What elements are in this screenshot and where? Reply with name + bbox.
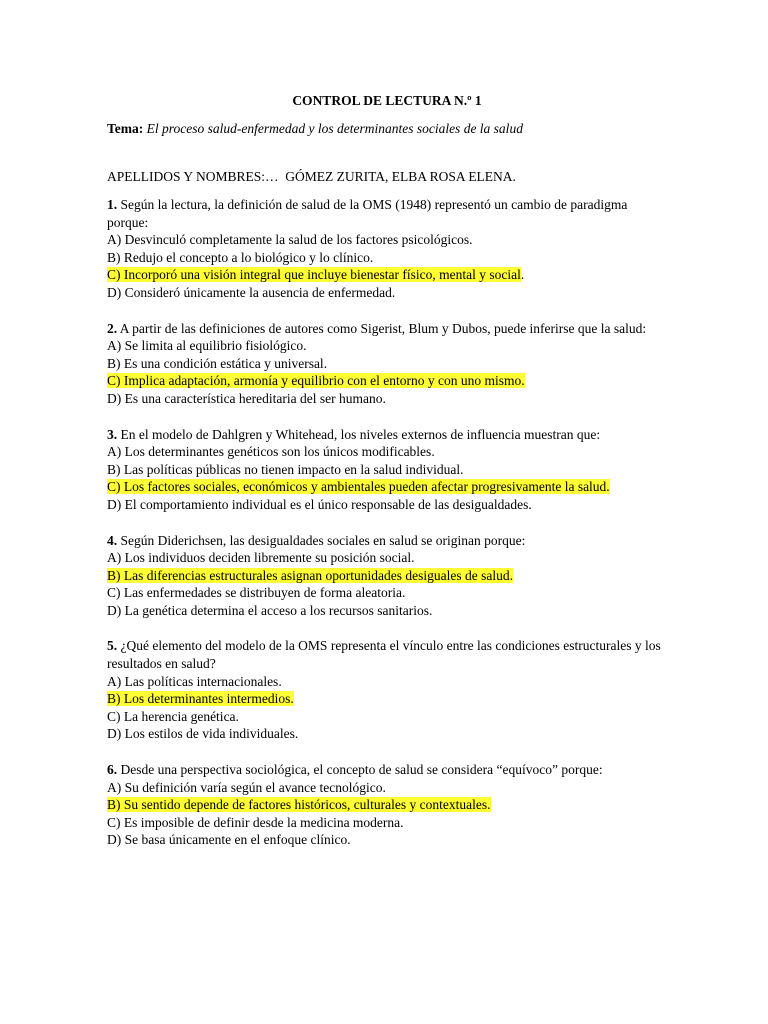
option-label-highlighted: B) Los determinantes intermedios. bbox=[107, 691, 294, 707]
question-1 bbox=[107, 196, 667, 302]
topic-label: Tema: bbox=[107, 121, 144, 136]
question-number: 5. bbox=[107, 638, 118, 654]
question-text: A partir de las definiciones de autores como Sigerist, Blum y Dubos, puede inferirse que la salud: bbox=[119, 320, 647, 336]
answer-option: A) Las políticas internacionales. bbox=[107, 673, 282, 689]
question-4 bbox=[107, 532, 667, 620]
question-stem bbox=[107, 637, 667, 672]
option-label: A) Su definición varía según el avance tecnológico bbox=[107, 779, 383, 795]
option-label: A) Desvinculó completamente la salud de los factores psicológicos bbox=[107, 232, 470, 248]
option-label: D) Los estilos de vida individuales bbox=[107, 726, 295, 742]
answer-option: A) Los determinantes genéticos son los únicos modificables. bbox=[107, 444, 435, 460]
answer-option: D) Los estilos de vida individuales. bbox=[107, 726, 299, 742]
question-number: 1. bbox=[107, 197, 118, 212]
answer-option: A) Se limita al equilibrio fisiológico. bbox=[107, 338, 307, 354]
option-label-highlighted: B) Las diferencias estructurales asignan oportunidades desiguales de salud. bbox=[107, 567, 513, 583]
question-number: 3. bbox=[107, 426, 118, 442]
option-label: A) Las políticas internacionales bbox=[107, 673, 279, 689]
answer-option: D) Consideró únicamente la ausencia de enfermedad. bbox=[107, 284, 396, 300]
option-label: A) Los individuos deciden libremente su posición social bbox=[107, 550, 412, 566]
question-5 bbox=[107, 637, 667, 743]
answer-option: A) Su definición varía según el avance tecnológico. bbox=[107, 779, 386, 795]
answer-option: B) Redujo el concepto a lo biológico y lo clínico. bbox=[107, 249, 374, 265]
question-stem bbox=[107, 426, 667, 444]
question-stem bbox=[107, 320, 667, 338]
option-label-highlighted: B) Su sentido depende de factores históricos, culturales y contextuales. bbox=[107, 797, 491, 813]
question-text: Desde una perspectiva sociológica, el concepto de salud se considera “equívoco” porque: bbox=[120, 762, 603, 778]
question-number: 4. bbox=[107, 532, 118, 548]
option-label-highlighted: C) Implica adaptación, armonía y equilibrio con el entorno y con uno mismo. bbox=[107, 373, 525, 389]
option-list bbox=[107, 779, 667, 849]
answer-option: A) Desvinculó completamente la salud de los factores psicológicos. bbox=[107, 232, 473, 248]
option-label: A) Los determinantes genéticos son los únicos modificables bbox=[107, 444, 432, 460]
option-label: D) Es una característica hereditaria del ser humano bbox=[107, 390, 383, 406]
option-list bbox=[107, 673, 667, 743]
question-text: ¿Qué elemento del modelo de la OMS representa el vínculo entre las condiciones estructurales y los resultados en salud? bbox=[107, 638, 661, 672]
question-list bbox=[107, 196, 667, 849]
answer-option: C) Las enfermedades se distribuyen de forma aleatoria. bbox=[107, 585, 406, 601]
student-name-line bbox=[107, 168, 667, 186]
option-label: A) Se limita al equilibrio fisiológico bbox=[107, 338, 304, 354]
question-stem bbox=[107, 532, 667, 550]
topic-line bbox=[107, 120, 667, 138]
question-stem bbox=[107, 761, 667, 779]
option-label: B) Las políticas públicas no tienen impacto en la salud individual bbox=[107, 461, 461, 477]
option-list bbox=[107, 549, 667, 619]
question-text: En el modelo de Dahlgren y Whitehead, los niveles externos de influencia muestran que: bbox=[120, 426, 601, 442]
option-label: D) El comportamiento individual es el único responsable de las desigualdades bbox=[107, 496, 529, 512]
option-list bbox=[107, 443, 667, 513]
question-text: Según Diderichsen, las desigualdades sociales en salud se originan porque: bbox=[120, 532, 526, 548]
answer-option: D) El comportamiento individual es el único responsable de las desigualdades. bbox=[107, 496, 532, 512]
option-list bbox=[107, 337, 667, 407]
answer-option: D) La genética determina el acceso a los recursos sanitarios. bbox=[107, 602, 433, 618]
option-label: D) Se basa únicamente en el enfoque clínico bbox=[107, 832, 348, 848]
option-list bbox=[107, 231, 667, 301]
option-label: D) Consideró únicamente la ausencia de enfermedad bbox=[107, 284, 392, 300]
answer-option: C) Es imposible de definir desde la medicina moderna. bbox=[107, 814, 404, 830]
answer-option-selected bbox=[107, 478, 667, 496]
question-number: 2. bbox=[107, 320, 118, 336]
option-label-highlighted: C) Incorporó una visión integral que incluye bienestar físico, mental y social bbox=[107, 267, 521, 283]
names-value: GÓMEZ ZURITA, ELBA ROSA ELENA. bbox=[285, 169, 516, 184]
option-label: C) La herencia genética bbox=[107, 708, 236, 724]
question-3 bbox=[107, 426, 667, 514]
option-label: C) Es imposible de definir desde la medicina moderna bbox=[107, 814, 401, 830]
option-label: B) Redujo el concepto a lo biológico y lo clínico bbox=[107, 249, 370, 265]
answer-option: D) Se basa únicamente en el enfoque clínico. bbox=[107, 832, 351, 848]
option-label: B) Es una condición estática y universal bbox=[107, 355, 324, 371]
option-label-highlighted: C) Los factores sociales, económicos y ambientales pueden afectar progresivamente la salud. bbox=[107, 479, 610, 495]
answer-option-selected: C) Incorporó una visión integral que incluye bienestar físico, mental y social. bbox=[107, 267, 525, 283]
question-2 bbox=[107, 320, 667, 408]
question-text: Según la lectura, la definición de salud de la OMS (1948) representó un cambio de paradigma porque: bbox=[107, 197, 628, 230]
topic-text: El proceso salud-enfermedad y los determinantes sociales de la salud bbox=[146, 121, 523, 136]
answer-option-selected bbox=[107, 796, 667, 814]
answer-option-selected bbox=[107, 372, 667, 390]
answer-option-selected bbox=[107, 690, 667, 708]
document-title: CONTROL DE LECTURA N.º 1 bbox=[292, 93, 482, 108]
question-stem bbox=[107, 196, 667, 231]
answer-option: B) Las políticas públicas no tienen impacto en la salud individual. bbox=[107, 461, 464, 477]
question-6 bbox=[107, 761, 667, 849]
answer-option: B) Es una condición estática y universal. bbox=[107, 355, 328, 371]
document-page bbox=[107, 92, 667, 849]
answer-option: D) Es una característica hereditaria del ser humano. bbox=[107, 390, 386, 406]
names-label: APELLIDOS Y NOMBRES:… bbox=[107, 169, 279, 184]
option-label: D) La genética determina el acceso a los recursos sanitarios bbox=[107, 602, 429, 618]
answer-option-selected bbox=[107, 567, 667, 585]
answer-option: C) La herencia genética. bbox=[107, 708, 239, 724]
answer-option: A) Los individuos deciden libremente su posición social. bbox=[107, 550, 415, 566]
option-label: C) Las enfermedades se distribuyen de forma aleatoria bbox=[107, 585, 403, 601]
question-number: 6. bbox=[107, 762, 118, 778]
